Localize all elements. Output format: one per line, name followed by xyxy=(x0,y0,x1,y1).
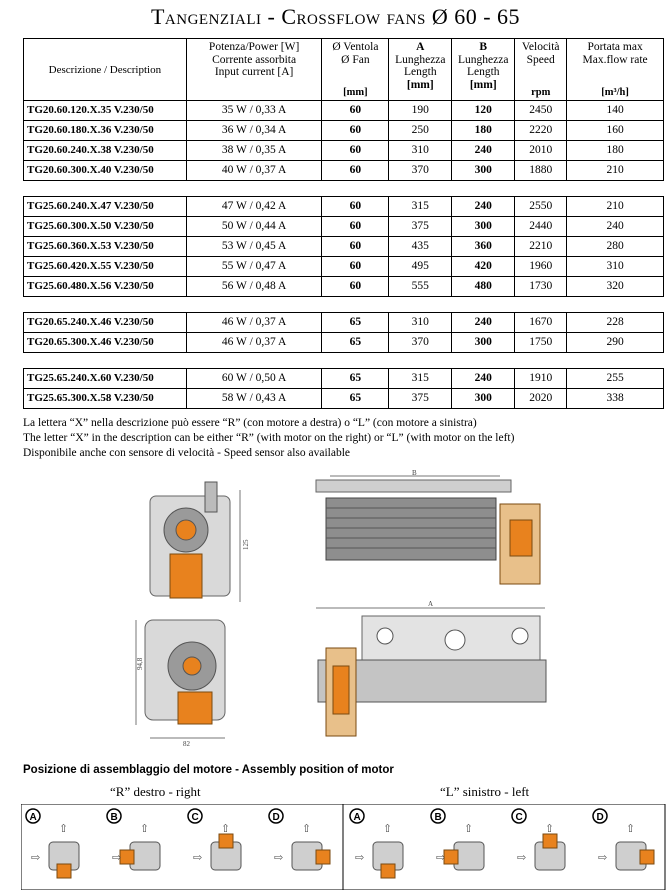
table-row xyxy=(24,100,664,120)
table-row xyxy=(24,256,664,276)
cell-flow: 255 xyxy=(567,368,664,388)
cell-fan: 60 xyxy=(322,236,389,256)
assembly-position-a xyxy=(350,809,403,878)
cell-power: 46 W / 0,37 A xyxy=(186,312,322,332)
motor-icon xyxy=(543,834,557,848)
cell-power: 36 W / 0,34 A xyxy=(186,120,322,140)
cell-code: TG25.65.300.X.58 V.230/50 xyxy=(24,388,187,408)
airflow-right-arrow-icon: ⇨ xyxy=(31,852,41,864)
header-fan xyxy=(322,39,389,101)
assembly-cells xyxy=(26,809,654,878)
position-letter: A xyxy=(29,812,37,823)
cell-rpm: 2440 xyxy=(515,216,567,236)
position-letter: B xyxy=(434,812,442,823)
cell-flow: 290 xyxy=(567,332,664,352)
airflow-right-arrow-icon: ⇨ xyxy=(436,852,446,864)
cell-b: 240 xyxy=(452,312,515,332)
cell-flow: 310 xyxy=(567,256,664,276)
note-line-sensor: Disponibile anche con sensore di velocità - Speed sensor also available xyxy=(23,447,351,459)
spacer-cell xyxy=(24,296,664,312)
cell-power: 58 W / 0,43 A xyxy=(186,388,322,408)
airflow-right-arrow-icon: ⇨ xyxy=(517,852,527,864)
cell-code: TG25.60.420.X.55 V.230/50 xyxy=(24,256,187,276)
fan-side-view-top xyxy=(316,470,540,584)
cell-fan: 60 xyxy=(322,120,389,140)
cell-a: 495 xyxy=(389,256,452,276)
cell-b: 300 xyxy=(452,216,515,236)
cell-fan: 60 xyxy=(322,256,389,276)
cell-rpm: 1880 xyxy=(515,160,567,180)
notes xyxy=(23,416,514,461)
cell-code: TG20.60.180.X.36 V.230/50 xyxy=(24,120,187,140)
title-diameter: Ø 60 - 65 xyxy=(431,4,521,29)
cell-a: 375 xyxy=(389,388,452,408)
cell-b: 240 xyxy=(452,196,515,216)
header-fan-line2: Ø Fan xyxy=(341,53,370,66)
header-b-label: B xyxy=(479,41,488,53)
cell-code: TG20.60.240.X.38 V.230/50 xyxy=(24,140,187,160)
header-flow xyxy=(567,39,664,101)
cell-flow: 320 xyxy=(567,276,664,296)
header-flow-unit: [m³/h] xyxy=(601,87,629,98)
airflow-right-arrow-icon: ⇨ xyxy=(598,852,608,864)
cell-flow: 160 xyxy=(567,120,664,140)
table-row xyxy=(24,276,664,296)
motor-icon xyxy=(444,850,458,864)
cell-b: 120 xyxy=(452,100,515,120)
header-power-line1: Potenza/Power [W] xyxy=(208,41,300,53)
header-power-line2: Corrente assorbita xyxy=(212,53,297,66)
header-b-line2: Length xyxy=(466,66,500,78)
cell-power: 47 W / 0,42 A xyxy=(186,196,322,216)
cell-rpm: 2220 xyxy=(515,120,567,140)
cell-a: 555 xyxy=(389,276,452,296)
cell-power: 56 W / 0,48 A xyxy=(186,276,322,296)
spacer-cell xyxy=(24,180,664,196)
assembly-position-c xyxy=(188,809,241,870)
cell-a: 315 xyxy=(389,368,452,388)
fan-side-view-bottom xyxy=(316,600,546,736)
cell-b: 180 xyxy=(452,120,515,140)
cell-fan: 65 xyxy=(322,388,389,408)
cell-power: 50 W / 0,44 A xyxy=(186,216,322,236)
header-speed-line2: Speed xyxy=(526,53,555,66)
cell-b: 240 xyxy=(452,368,515,388)
airflow-up-arrow-icon: ⇧ xyxy=(545,823,555,835)
airflow-up-arrow-icon: ⇧ xyxy=(464,823,474,835)
dim-125-label: 125 xyxy=(242,539,250,550)
table-row xyxy=(24,120,664,140)
spacer-cell xyxy=(24,352,664,368)
header-a-line2: Length xyxy=(404,66,437,78)
cell-flow: 280 xyxy=(567,236,664,256)
cell-a: 315 xyxy=(389,196,452,216)
assembly-position-d xyxy=(593,809,654,870)
dim-b-label: B xyxy=(412,470,417,477)
cell-b: 300 xyxy=(452,332,515,352)
fan-front-view-bottom xyxy=(136,620,225,748)
note-line-en: The letter “X” in the description can be either “R” (with motor on the right) or “L” (with motor on the left) xyxy=(23,432,515,444)
cell-fan: 60 xyxy=(322,140,389,160)
header-speed xyxy=(515,39,567,101)
note-line-it: La lettera “X” nella descrizione può essere “R” (con motore a destra) o “L” (con motore a sinistra) xyxy=(23,417,477,429)
cell-flow: 210 xyxy=(567,196,664,216)
cell-code: TG25.60.300.X.50 V.230/50 xyxy=(24,216,187,236)
spec-table xyxy=(23,38,664,409)
cell-rpm: 1730 xyxy=(515,276,567,296)
cell-a: 370 xyxy=(389,160,452,180)
header-power-line3: Input current [A] xyxy=(214,66,294,78)
cell-power: 55 W / 0,47 A xyxy=(186,256,322,276)
airflow-right-arrow-icon: ⇨ xyxy=(274,852,284,864)
cell-power: 35 W / 0,33 A xyxy=(186,100,322,120)
table-row xyxy=(24,312,664,332)
header-description: Descrizione / Description xyxy=(24,39,187,101)
cell-b: 300 xyxy=(452,388,515,408)
assembly-position-b xyxy=(107,809,160,870)
motor-icon xyxy=(219,834,233,848)
position-letter: C xyxy=(515,812,523,823)
cell-power: 40 W / 0,37 A xyxy=(186,160,322,180)
cell-rpm: 2210 xyxy=(515,236,567,256)
table-row xyxy=(24,196,664,216)
assembly-position-a xyxy=(26,809,79,878)
airflow-up-arrow-icon: ⇧ xyxy=(59,823,69,835)
spec-table-body xyxy=(24,100,664,408)
airflow-up-arrow-icon: ⇧ xyxy=(140,823,150,835)
cell-flow: 338 xyxy=(567,388,664,408)
cell-power: 60 W / 0,50 A xyxy=(186,368,322,388)
table-group-spacer xyxy=(24,296,664,312)
cell-power: 38 W / 0,35 A xyxy=(186,140,322,160)
airflow-up-arrow-icon: ⇧ xyxy=(383,823,393,835)
cell-code: TG20.60.300.X.40 V.230/50 xyxy=(24,160,187,180)
motor-icon xyxy=(57,864,71,878)
header-b-unit: [mm] xyxy=(469,78,497,91)
position-letter: B xyxy=(110,812,118,823)
cell-fan: 60 xyxy=(322,216,389,236)
fan-front-view-top xyxy=(150,482,250,602)
assembly-position-c xyxy=(512,809,565,870)
assembly-positions xyxy=(21,804,666,890)
assembly-position-d xyxy=(269,809,330,870)
position-letter: C xyxy=(191,812,199,823)
header-length-a xyxy=(389,39,452,101)
cell-code: TG25.60.480.X.56 V.230/50 xyxy=(24,276,187,296)
cell-fan: 65 xyxy=(322,332,389,352)
airflow-right-arrow-icon: ⇨ xyxy=(193,852,203,864)
cell-a: 310 xyxy=(389,140,452,160)
cell-b: 420 xyxy=(452,256,515,276)
cell-power: 46 W / 0,37 A xyxy=(186,332,322,352)
cell-code: TG25.60.240.X.47 V.230/50 xyxy=(24,196,187,216)
page-title xyxy=(0,4,671,30)
cell-fan: 65 xyxy=(322,312,389,332)
header-speed-unit: rpm xyxy=(531,87,551,98)
position-letter: D xyxy=(272,812,280,823)
airflow-right-arrow-icon: ⇨ xyxy=(112,852,122,864)
cell-a: 435 xyxy=(389,236,452,256)
table-row xyxy=(24,140,664,160)
airflow-up-arrow-icon: ⇧ xyxy=(221,823,231,835)
header-a-unit: [mm] xyxy=(406,78,434,91)
cell-flow: 140 xyxy=(567,100,664,120)
cell-rpm: 2010 xyxy=(515,140,567,160)
position-letter: D xyxy=(596,812,604,823)
table-row xyxy=(24,388,664,408)
cell-a: 370 xyxy=(389,332,452,352)
dim-a-label: A xyxy=(428,600,434,608)
header-speed-line1: Velocità xyxy=(521,41,560,53)
airflow-right-arrow-icon: ⇨ xyxy=(355,852,365,864)
cell-rpm: 1750 xyxy=(515,332,567,352)
airflow-up-arrow-icon: ⇧ xyxy=(626,823,636,835)
header-length-b xyxy=(452,39,515,101)
header-fan-line1: Ø Ventola xyxy=(332,41,379,53)
cell-fan: 60 xyxy=(322,100,389,120)
cell-a: 190 xyxy=(389,100,452,120)
cell-b: 480 xyxy=(452,276,515,296)
cell-fan: 60 xyxy=(322,160,389,180)
cell-rpm: 1910 xyxy=(515,368,567,388)
cell-b: 360 xyxy=(452,236,515,256)
table-group-spacer xyxy=(24,180,664,196)
dim-94-label: 94,8 xyxy=(136,657,144,670)
cell-fan: 60 xyxy=(322,276,389,296)
motor-icon xyxy=(640,850,654,864)
cell-rpm: 1960 xyxy=(515,256,567,276)
technical-drawing xyxy=(0,470,671,760)
motor-icon xyxy=(316,850,330,864)
airflow-up-arrow-icon: ⇧ xyxy=(302,823,312,835)
header-power xyxy=(186,39,322,101)
cell-rpm: 2450 xyxy=(515,100,567,120)
cell-code: TG20.65.300.X.46 V.230/50 xyxy=(24,332,187,352)
cell-code: TG25.65.240.X.60 V.230/50 xyxy=(24,368,187,388)
cell-a: 375 xyxy=(389,216,452,236)
cell-fan: 65 xyxy=(322,368,389,388)
motor-icon xyxy=(381,864,395,878)
table-row xyxy=(24,332,664,352)
table-row xyxy=(24,236,664,256)
header-b-line1: Lunghezza xyxy=(458,53,509,66)
cell-b: 300 xyxy=(452,160,515,180)
cell-flow: 210 xyxy=(567,160,664,180)
header-a-line1: Lunghezza xyxy=(395,53,446,66)
cell-code: TG25.60.360.X.53 V.230/50 xyxy=(24,236,187,256)
cell-rpm: 2550 xyxy=(515,196,567,216)
cell-flow: 240 xyxy=(567,216,664,236)
table-header-row xyxy=(24,39,664,101)
header-flow-line1: Portata max xyxy=(587,41,643,53)
assembly-right-label: “R” destro - right xyxy=(110,784,201,799)
assembly-left-label: “L” sinistro - left xyxy=(440,784,530,799)
cell-b: 240 xyxy=(452,140,515,160)
cell-code: TG20.65.240.X.46 V.230/50 xyxy=(24,312,187,332)
table-row xyxy=(24,160,664,180)
cell-rpm: 1670 xyxy=(515,312,567,332)
dim-82-label: 82 xyxy=(183,740,190,748)
header-fan-unit: [mm] xyxy=(343,87,368,98)
header-a-label: A xyxy=(416,41,425,53)
cell-a: 250 xyxy=(389,120,452,140)
table-row xyxy=(24,216,664,236)
cell-flow: 180 xyxy=(567,140,664,160)
assembly-position-b xyxy=(431,809,484,870)
header-flow-line2: Max.flow rate xyxy=(582,53,648,66)
cell-flow: 228 xyxy=(567,312,664,332)
cell-power: 53 W / 0,45 A xyxy=(186,236,322,256)
cell-a: 310 xyxy=(389,312,452,332)
motor-icon xyxy=(120,850,134,864)
position-letter: A xyxy=(353,812,361,823)
title-text: Tangenziali - Crossflow fans xyxy=(150,4,426,29)
cell-fan: 60 xyxy=(322,196,389,216)
table-group-spacer xyxy=(24,352,664,368)
table-row xyxy=(24,368,664,388)
cell-rpm: 2020 xyxy=(515,388,567,408)
assembly-title: Posizione di assemblaggio del motore - Assembly position of motor xyxy=(23,764,394,776)
cell-code: TG20.60.120.X.35 V.230/50 xyxy=(24,100,187,120)
